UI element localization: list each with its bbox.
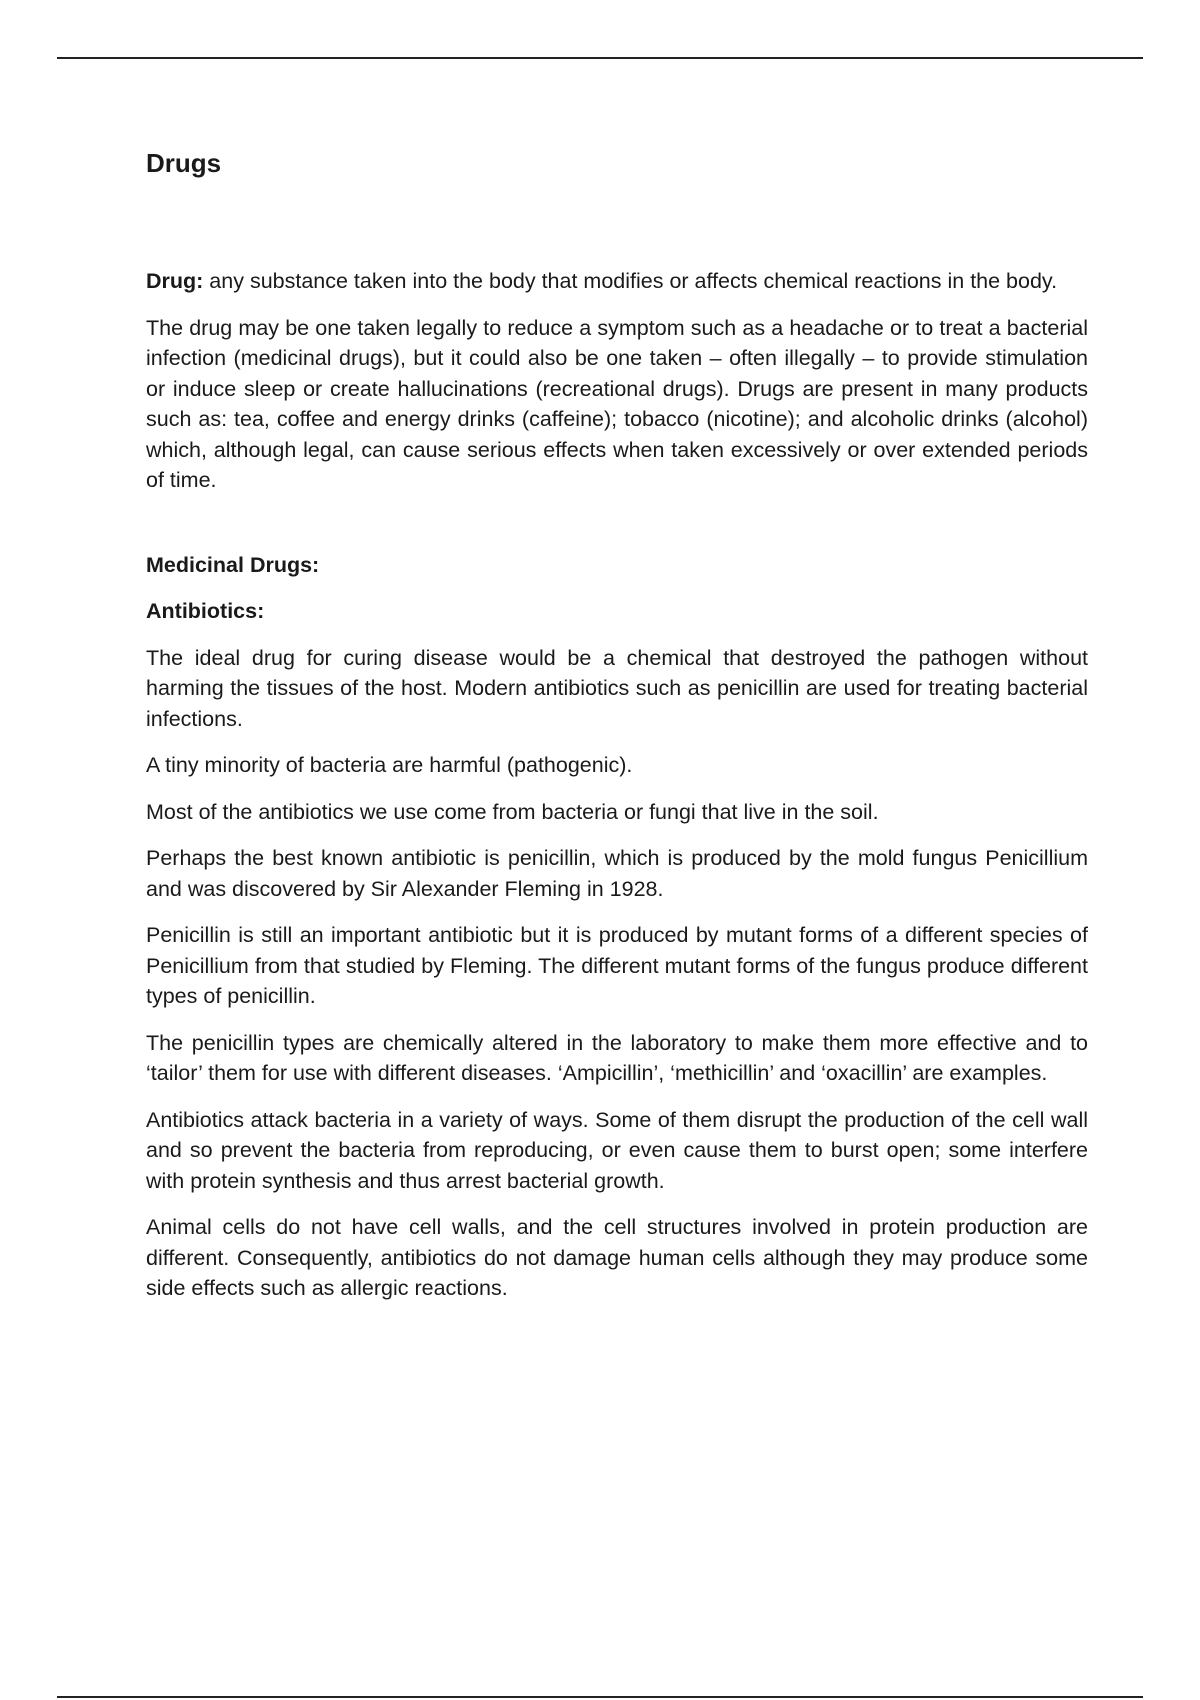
body-paragraph: A tiny minority of bacteria are harmful (pathogenic). <box>146 753 633 777</box>
body-paragraph: Perhaps the best known antibiotic is penicillin, which is produced by the mold fungus Penicillium and was discovered by Sir Alexander Fleming in 1928. <box>146 846 1088 901</box>
subsection-heading-antibiotics: Antibiotics: <box>146 599 265 623</box>
body-paragraph: Antibiotics attack bacteria in a variety of ways. Some of them disrupt the production of the cell wall and so prevent the bacteria from reproducing, or even cause them to burst open; some interfere with protein synthesis and thus arrest bacterial growth. <box>146 1107 1088 1193</box>
body-paragraph: Most of the antibiotics we use come from bacteria or fungi that live in the soil. <box>146 799 879 824</box>
bottom-rule <box>57 1696 1143 1698</box>
body-paragraph: Penicillin is still an important antibiotic but it is produced by mutant forms of a different species of Penicillium from that studied by Fleming. The different mutant forms of the fungus produce different types of penicillin. <box>146 923 1088 1008</box>
definition-text: any substance taken into the body that modifies or affects chemical reactions in the body. <box>203 269 1058 293</box>
body-paragraph: Animal cells do not have cell walls, and the cell structures involved in protein production are different. Consequently, antibiotics do not damage human cells although they may produce some side effects such as allergic reactions. <box>146 1215 1088 1300</box>
section-heading-medicinal-drugs: Medicinal Drugs: <box>146 552 320 577</box>
top-rule <box>57 57 1143 59</box>
body-paragraph: The penicillin types are chemically altered in the laboratory to make them more effective and to ‘tailor’ them for use with different diseases. ‘Ampicillin’, ‘methicillin’ and ‘oxacillin’ are examples. <box>146 1030 1088 1085</box>
definition-paragraph <box>146 266 1088 297</box>
definition-term: Drug: <box>146 269 204 293</box>
page-title: Drugs <box>146 148 222 178</box>
body-paragraph: The ideal drug for curing disease would be a chemical that destroyed the pathogen without harming the tissues of the host. Modern antibiotics such as penicillin are used for treating bacterial infections. <box>146 645 1088 731</box>
document-body <box>146 146 1088 1320</box>
intro-paragraph: The drug may be one taken legally to reduce a symptom such as a headache or to treat a bacterial infection (medicinal drugs), but it could also be one taken – often illegally – to provide stimulation or induce sleep or create hallucinations (recreational drugs). Drugs are present in many products such as: tea, coffee and energy drinks (caffeine); tobacco (nicotine); and alcoholic drinks (alcohol) which, although legal, can cause serious effects when taken excessively or over extended periods of time. <box>146 315 1088 492</box>
